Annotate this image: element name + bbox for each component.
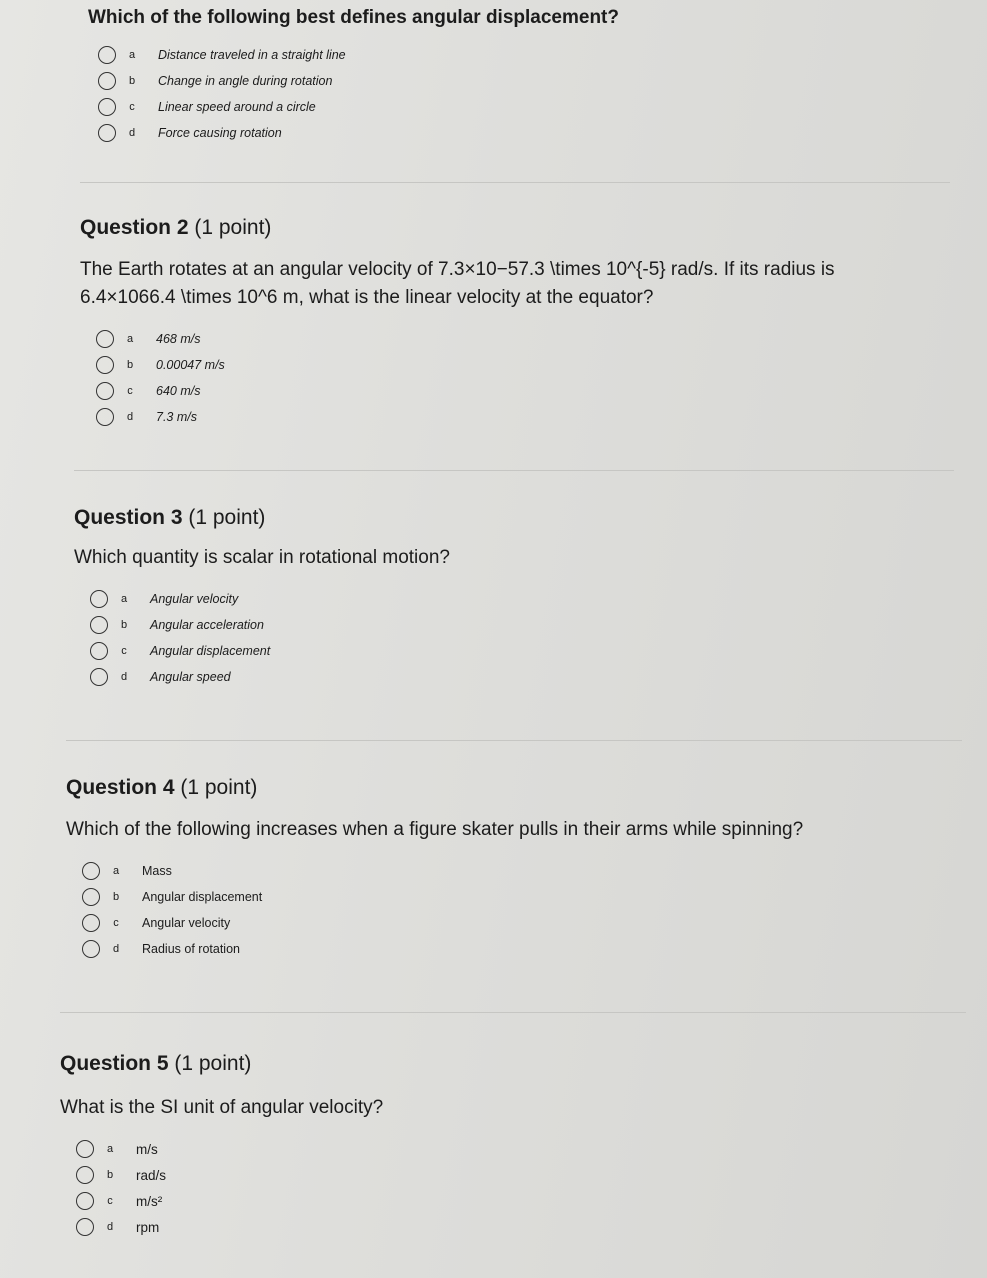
- option-letter: b: [126, 359, 134, 371]
- option-text: Radius of rotation: [142, 942, 240, 956]
- question-5: [60, 1052, 383, 1240]
- option-text: Distance traveled in a straight line: [158, 48, 346, 62]
- option-letter: d: [106, 1221, 114, 1233]
- question-4-text: Which of the following increases when a figure skater pulls in their arms while spinning?: [66, 819, 804, 840]
- option-a[interactable]: [82, 858, 803, 884]
- option-d[interactable]: [96, 404, 835, 430]
- option-letter: d: [126, 411, 134, 423]
- radio-button[interactable]: [82, 862, 100, 880]
- option-letter: a: [106, 1143, 114, 1155]
- question-1-text: Which of the following best defines angular displacement?: [88, 7, 619, 28]
- option-text: Mass: [142, 864, 172, 878]
- option-b[interactable]: [82, 884, 803, 910]
- option-letter: b: [120, 619, 128, 631]
- question-4: [66, 776, 803, 962]
- option-d[interactable]: [98, 120, 619, 146]
- question-1: [88, 4, 619, 146]
- option-text: Angular velocity: [142, 916, 231, 930]
- option-a[interactable]: [98, 42, 619, 68]
- option-b[interactable]: [98, 68, 619, 94]
- option-text: Angular displacement: [150, 644, 271, 658]
- divider: [80, 182, 950, 183]
- radio-button[interactable]: [98, 46, 116, 64]
- option-letter: c: [121, 645, 127, 657]
- radio-button[interactable]: [82, 940, 100, 958]
- radio-button[interactable]: [90, 616, 108, 634]
- divider: [66, 740, 962, 741]
- option-text: Change in angle during rotation: [158, 74, 333, 88]
- option-b[interactable]: [96, 352, 835, 378]
- option-a[interactable]: [76, 1136, 383, 1162]
- question-2-text: The Earth rotates at an angular velocity of 7.3×10−57.3 \times 10^{-5} rad/s. If its radius is 6.4×1066.4 \times 10^6 m, what is the linear velocity at the equator?: [80, 259, 835, 308]
- question-1-options: [98, 42, 619, 146]
- radio-button[interactable]: [90, 668, 108, 686]
- question-3-options: [90, 586, 450, 690]
- radio-button[interactable]: [90, 642, 108, 660]
- radio-button[interactable]: [96, 382, 114, 400]
- option-text: Angular displacement: [142, 890, 263, 904]
- option-letter: c: [113, 917, 119, 929]
- radio-button[interactable]: [76, 1218, 94, 1236]
- option-d[interactable]: [82, 936, 803, 962]
- question-4-options: [82, 858, 803, 962]
- radio-button[interactable]: [96, 408, 114, 426]
- option-a[interactable]: [90, 586, 450, 612]
- option-text: m/s²: [136, 1193, 163, 1209]
- radio-button[interactable]: [96, 330, 114, 348]
- option-b[interactable]: [76, 1162, 383, 1188]
- option-d[interactable]: [76, 1214, 383, 1240]
- option-letter: c: [127, 385, 133, 397]
- question-5-title: Question 5 (1 point): [60, 1052, 252, 1075]
- option-letter: a: [126, 333, 134, 345]
- question-5-text: What is the SI unit of angular velocity?: [60, 1097, 384, 1118]
- question-4-title: Question 4 (1 point): [66, 776, 258, 799]
- option-letter: d: [112, 943, 120, 955]
- option-text: Angular velocity: [150, 592, 239, 606]
- option-text: 0.00047 m/s: [156, 358, 225, 372]
- radio-button[interactable]: [98, 98, 116, 116]
- option-text: rpm: [136, 1219, 160, 1235]
- radio-button[interactable]: [76, 1166, 94, 1184]
- option-text: 640 m/s: [156, 384, 201, 398]
- option-text: Angular acceleration: [150, 618, 264, 632]
- option-c[interactable]: [98, 94, 619, 120]
- question-3-title: Question 3 (1 point): [74, 506, 266, 529]
- radio-button[interactable]: [82, 888, 100, 906]
- radio-button[interactable]: [98, 72, 116, 90]
- radio-button[interactable]: [76, 1140, 94, 1158]
- option-text: 7.3 m/s: [156, 410, 197, 424]
- option-a[interactable]: [96, 326, 835, 352]
- option-letter: a: [112, 865, 120, 877]
- radio-button[interactable]: [98, 124, 116, 142]
- option-text: m/s: [136, 1141, 158, 1157]
- option-letter: a: [120, 593, 128, 605]
- question-2-title: Question 2 (1 point): [80, 216, 272, 239]
- divider: [74, 470, 954, 471]
- radio-button[interactable]: [76, 1192, 94, 1210]
- option-letter: b: [106, 1169, 114, 1181]
- radio-button[interactable]: [96, 356, 114, 374]
- question-5-options: [76, 1136, 383, 1240]
- option-letter: d: [120, 671, 128, 683]
- question-3: [74, 506, 450, 690]
- question-2-options: [96, 326, 835, 430]
- question-2: [80, 216, 835, 430]
- option-letter: d: [128, 127, 136, 139]
- option-c[interactable]: [76, 1188, 383, 1214]
- option-c[interactable]: [96, 378, 835, 404]
- option-b[interactable]: [90, 612, 450, 638]
- option-letter: a: [128, 49, 136, 61]
- option-c[interactable]: [90, 638, 450, 664]
- option-letter: b: [112, 891, 120, 903]
- option-text: Linear speed around a circle: [158, 100, 316, 114]
- option-letter: b: [128, 75, 136, 87]
- option-letter: c: [129, 101, 135, 113]
- question-3-text: Which quantity is scalar in rotational motion?: [74, 547, 450, 568]
- option-text: 468 m/s: [156, 332, 201, 346]
- divider: [60, 1012, 966, 1013]
- option-text: rad/s: [136, 1167, 167, 1183]
- radio-button[interactable]: [90, 590, 108, 608]
- radio-button[interactable]: [82, 914, 100, 932]
- option-c[interactable]: [82, 910, 803, 936]
- option-d[interactable]: [90, 664, 450, 690]
- option-text: Force causing rotation: [158, 126, 282, 140]
- option-letter: c: [107, 1195, 113, 1207]
- option-text: Angular speed: [150, 670, 231, 684]
